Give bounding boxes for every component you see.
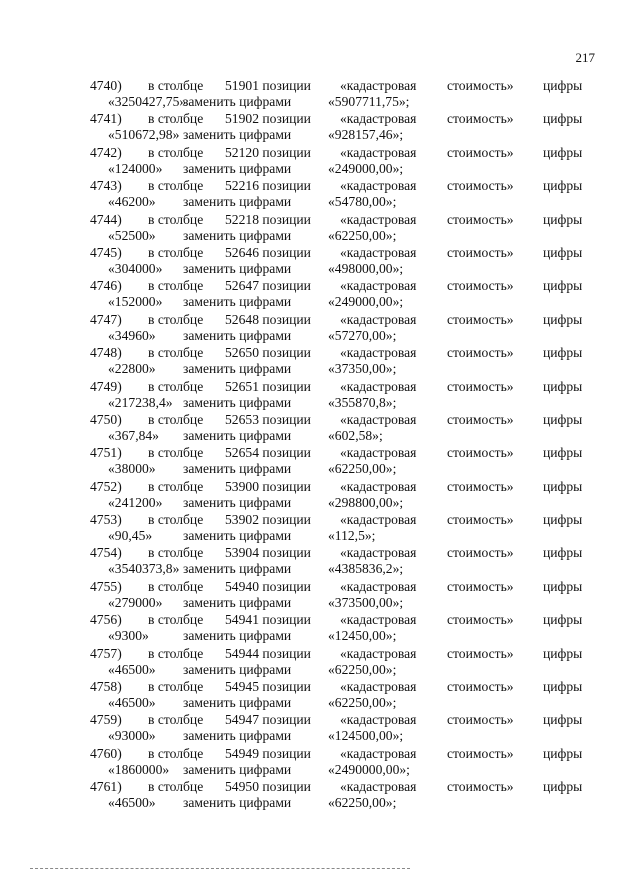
replace-text: заменить цифрами xyxy=(183,194,292,210)
in-column-text: в столбце xyxy=(148,545,204,561)
in-column-text: в столбце xyxy=(148,411,204,427)
new-value: «2490000,00»; xyxy=(328,761,410,777)
cadastral-text: «кадастровая xyxy=(340,345,417,361)
entry-number: 4755) xyxy=(90,578,122,594)
new-value: «5907711,75»; xyxy=(328,94,410,109)
in-column-text: в столбце xyxy=(148,478,204,494)
position-text: 52216 позиции xyxy=(225,178,311,194)
replace-text: заменить цифрами xyxy=(183,661,292,677)
amendment-list xyxy=(0,78,640,813)
cadastral-text: «кадастровая xyxy=(340,679,417,695)
old-value: «124000» xyxy=(108,160,163,176)
cost-text: стоимость» xyxy=(447,411,514,427)
in-column-text: в столбце xyxy=(148,345,204,361)
cadastral-text: «кадастровая xyxy=(340,111,417,127)
cadastral-text: «кадастровая xyxy=(340,712,417,728)
position-text: 52647 позиции xyxy=(225,278,311,294)
cost-text: стоимость» xyxy=(447,78,514,93)
new-value: «355870,8»; xyxy=(328,394,397,410)
amendment-entry xyxy=(0,278,640,311)
old-value: «152000» xyxy=(108,294,163,310)
position-text: 54941 позиции xyxy=(225,612,311,628)
replace-text: заменить цифрами xyxy=(183,728,292,744)
digits-text: цифры xyxy=(543,144,583,160)
old-value: «90,45» xyxy=(108,528,153,544)
in-column-text: в столбце xyxy=(148,178,204,194)
entry-number: 4743) xyxy=(90,178,122,194)
digits-text: цифры xyxy=(543,378,583,394)
in-column-text: в столбце xyxy=(148,111,204,127)
cadastral-text: «кадастровая xyxy=(340,278,417,294)
digits-text: цифры xyxy=(543,478,583,494)
in-column-text: в столбце xyxy=(148,712,204,728)
replace-text: заменить цифрами xyxy=(183,127,292,143)
amendment-entry xyxy=(0,746,640,779)
cost-text: стоимость» xyxy=(447,311,514,327)
in-column-text: в столбце xyxy=(148,378,204,394)
in-column-text: в столбце xyxy=(148,779,204,795)
cost-text: стоимость» xyxy=(447,712,514,728)
digits-text: цифры xyxy=(543,745,583,761)
entry-number: 4752) xyxy=(90,478,122,494)
digits-text: цифры xyxy=(543,244,583,260)
replace-text: заменить цифрами xyxy=(183,427,292,443)
cadastral-text: «кадастровая xyxy=(340,645,417,661)
cadastral-text: «кадастровая xyxy=(340,178,417,194)
position-text: 52654 позиции xyxy=(225,445,311,461)
new-value: «57270,00»; xyxy=(328,327,397,343)
new-value: «62250,00»; xyxy=(328,795,397,811)
entry-number: 4741) xyxy=(90,111,122,127)
amendment-entry xyxy=(0,545,640,578)
old-value: «46500» xyxy=(108,661,156,677)
replace-text: заменить цифрами xyxy=(183,561,292,577)
new-value: «112,5»; xyxy=(328,528,376,544)
digits-text: цифры xyxy=(543,645,583,661)
position-text: 53900 позиции xyxy=(225,478,311,494)
cost-text: стоимость» xyxy=(447,745,514,761)
replace-text: заменить цифрами xyxy=(183,628,292,644)
cadastral-text: «кадастровая xyxy=(340,144,417,160)
new-value: «62250,00»; xyxy=(328,227,397,243)
entry-number: 4742) xyxy=(90,144,122,160)
cadastral-text: «кадастровая xyxy=(340,612,417,628)
position-text: 52218 позиции xyxy=(225,211,311,227)
new-value: «373500,00»; xyxy=(328,594,404,610)
digits-text: цифры xyxy=(543,512,583,528)
replace-text: заменить цифрами xyxy=(183,327,292,343)
in-column-text: в столбце xyxy=(148,512,204,528)
amendment-entry xyxy=(0,312,640,345)
cost-text: стоимость» xyxy=(447,679,514,695)
entry-number: 4757) xyxy=(90,645,122,661)
cost-text: стоимость» xyxy=(447,144,514,160)
in-column-text: в столбце xyxy=(148,144,204,160)
new-value: «54780,00»; xyxy=(328,194,397,210)
cadastral-text: «кадастровая xyxy=(340,311,417,327)
digits-text: цифры xyxy=(543,178,583,194)
replace-text: заменить цифрами xyxy=(183,528,292,544)
entry-number: 4745) xyxy=(90,244,122,260)
cadastral-text: «кадастровая xyxy=(340,211,417,227)
amendment-entry xyxy=(0,679,640,712)
new-value: «124500,00»; xyxy=(328,728,404,744)
digits-text: цифры xyxy=(543,712,583,728)
cadastral-text: «кадастровая xyxy=(340,378,417,394)
new-value: «62250,00»; xyxy=(328,661,397,677)
cost-text: стоимость» xyxy=(447,612,514,628)
digits-text: цифры xyxy=(543,578,583,594)
cost-text: стоимость» xyxy=(447,512,514,528)
replace-text: заменить цифрами xyxy=(183,260,292,276)
in-column-text: в столбце xyxy=(148,679,204,695)
position-text: 52651 позиции xyxy=(225,378,311,394)
position-text: 54949 позиции xyxy=(225,745,311,761)
old-value: «34960» xyxy=(108,327,156,343)
old-value: «52500» xyxy=(108,227,156,243)
in-column-text: в столбце xyxy=(148,278,204,294)
position-text: 54945 позиции xyxy=(225,679,311,695)
cost-text: стоимость» xyxy=(447,278,514,294)
cadastral-text: «кадастровая xyxy=(340,244,417,260)
replace-text: заменить цифрами xyxy=(183,795,292,811)
new-value: «602,58»; xyxy=(328,427,383,443)
old-value: «304000» xyxy=(108,260,163,276)
entry-number: 4760) xyxy=(90,745,122,761)
replace-text: заменить цифрами xyxy=(183,361,292,377)
new-value: «37350,00»; xyxy=(328,361,397,377)
old-value: «46500» xyxy=(108,695,156,711)
position-text: 51901 позиции xyxy=(225,78,311,93)
entry-number: 4748) xyxy=(90,345,122,361)
new-value: «4385836,2»; xyxy=(328,561,404,577)
entry-number: 4740) xyxy=(90,78,122,93)
cost-text: стоимость» xyxy=(447,111,514,127)
in-column-text: в столбце xyxy=(148,211,204,227)
replace-text: заменить цифрами xyxy=(183,160,292,176)
cadastral-text: «кадастровая xyxy=(340,545,417,561)
position-text: 52120 позиции xyxy=(225,144,311,160)
digits-text: цифры xyxy=(543,612,583,628)
cadastral-text: «кадастровая xyxy=(340,578,417,594)
amendment-entry xyxy=(0,245,640,278)
cadastral-text: «кадастровая xyxy=(340,745,417,761)
digits-text: цифры xyxy=(543,211,583,227)
amendment-entry xyxy=(0,412,640,445)
digits-text: цифры xyxy=(543,679,583,695)
replace-text: заменить цифрами xyxy=(183,394,292,410)
cost-text: стоимость» xyxy=(447,345,514,361)
footer-rule xyxy=(30,868,410,869)
position-text: 52648 позиции xyxy=(225,311,311,327)
position-text: 51902 позиции xyxy=(225,111,311,127)
entry-number: 4753) xyxy=(90,512,122,528)
old-value: «38000» xyxy=(108,461,156,477)
replace-text: заменить цифрами xyxy=(183,227,292,243)
amendment-entry xyxy=(0,379,640,412)
cost-text: стоимость» xyxy=(447,211,514,227)
cadastral-text: «кадастровая xyxy=(340,78,417,93)
digits-text: цифры xyxy=(543,311,583,327)
entry-number: 4749) xyxy=(90,378,122,394)
cost-text: стоимость» xyxy=(447,545,514,561)
amendment-entry xyxy=(0,111,640,144)
old-value: «217238,4» xyxy=(108,394,173,410)
amendment-entry xyxy=(0,445,640,478)
old-value: «93000» xyxy=(108,728,156,744)
cost-text: стоимость» xyxy=(447,478,514,494)
old-value: «510672,98» xyxy=(108,127,180,143)
cost-text: стоимость» xyxy=(447,779,514,795)
position-text: 52646 позиции xyxy=(225,244,311,260)
cadastral-text: «кадастровая xyxy=(340,445,417,461)
amendment-entry xyxy=(0,712,640,745)
old-value: «9300» xyxy=(108,628,149,644)
old-value: «3250427,75» xyxy=(108,94,187,109)
new-value: «62250,00»; xyxy=(328,461,397,477)
position-text: 53902 позиции xyxy=(225,512,311,528)
new-value: «249000,00»; xyxy=(328,160,404,176)
in-column-text: в столбце xyxy=(148,578,204,594)
digits-text: цифры xyxy=(543,278,583,294)
digits-text: цифры xyxy=(543,411,583,427)
digits-text: цифры xyxy=(543,111,583,127)
cost-text: стоимость» xyxy=(447,445,514,461)
cadastral-text: «кадастровая xyxy=(340,478,417,494)
amendment-entry xyxy=(0,612,640,645)
new-value: «928157,46»; xyxy=(328,127,404,143)
position-text: 52650 позиции xyxy=(225,345,311,361)
entry-number: 4761) xyxy=(90,779,122,795)
old-value: «1860000» xyxy=(108,761,170,777)
digits-text: цифры xyxy=(543,445,583,461)
digits-text: цифры xyxy=(543,78,583,93)
amendment-entry xyxy=(0,512,640,545)
entry-number: 4759) xyxy=(90,712,122,728)
cost-text: стоимость» xyxy=(447,244,514,260)
entry-number: 4747) xyxy=(90,311,122,327)
replace-text: заменить цифрами xyxy=(183,494,292,510)
position-text: 52653 позиции xyxy=(225,411,311,427)
entry-number: 4746) xyxy=(90,278,122,294)
amendment-entry xyxy=(0,579,640,612)
old-value: «46200» xyxy=(108,194,156,210)
cost-text: стоимость» xyxy=(447,378,514,394)
amendment-entry xyxy=(0,178,640,211)
amendment-entry xyxy=(0,779,640,812)
new-value: «249000,00»; xyxy=(328,294,404,310)
replace-text: заменить цифрами xyxy=(183,294,292,310)
in-column-text: в столбце xyxy=(148,645,204,661)
old-value: «22800» xyxy=(108,361,156,377)
amendment-entry xyxy=(0,646,640,679)
entry-number: 4750) xyxy=(90,411,122,427)
amendment-entry xyxy=(0,78,640,111)
cost-text: стоимость» xyxy=(447,178,514,194)
amendment-entry xyxy=(0,212,640,245)
in-column-text: в столбце xyxy=(148,612,204,628)
old-value: «367,84» xyxy=(108,427,159,443)
digits-text: цифры xyxy=(543,779,583,795)
cadastral-text: «кадастровая xyxy=(340,512,417,528)
entry-number: 4751) xyxy=(90,445,122,461)
amendment-entry xyxy=(0,345,640,378)
entry-number: 4756) xyxy=(90,612,122,628)
old-value: «3540373,8» xyxy=(108,561,180,577)
new-value: «62250,00»; xyxy=(328,695,397,711)
entry-number: 4744) xyxy=(90,211,122,227)
entry-number: 4754) xyxy=(90,545,122,561)
old-value: «46500» xyxy=(108,795,156,811)
cadastral-text: «кадастровая xyxy=(340,779,417,795)
position-text: 54947 позиции xyxy=(225,712,311,728)
in-column-text: в столбце xyxy=(148,78,204,93)
cost-text: стоимость» xyxy=(447,645,514,661)
new-value: «298800,00»; xyxy=(328,494,404,510)
in-column-text: в столбце xyxy=(148,745,204,761)
position-text: 54940 позиции xyxy=(225,578,311,594)
digits-text: цифры xyxy=(543,345,583,361)
replace-text: заменить цифрами xyxy=(183,94,292,109)
in-column-text: в столбце xyxy=(148,244,204,260)
digits-text: цифры xyxy=(543,545,583,561)
position-text: 54950 позиции xyxy=(225,779,311,795)
replace-text: заменить цифрами xyxy=(183,461,292,477)
replace-text: заменить цифрами xyxy=(183,695,292,711)
new-value: «498000,00»; xyxy=(328,260,404,276)
position-text: 54944 позиции xyxy=(225,645,311,661)
position-text: 53904 позиции xyxy=(225,545,311,561)
amendment-entry xyxy=(0,145,640,178)
old-value: «241200» xyxy=(108,494,163,510)
in-column-text: в столбце xyxy=(148,311,204,327)
page-number: 217 xyxy=(575,50,595,65)
old-value: «279000» xyxy=(108,594,163,610)
replace-text: заменить цифрами xyxy=(183,761,292,777)
in-column-text: в столбце xyxy=(148,445,204,461)
amendment-entry xyxy=(0,479,640,512)
replace-text: заменить цифрами xyxy=(183,594,292,610)
new-value: «12450,00»; xyxy=(328,628,397,644)
entry-number: 4758) xyxy=(90,679,122,695)
cost-text: стоимость» xyxy=(447,578,514,594)
cadastral-text: «кадастровая xyxy=(340,411,417,427)
